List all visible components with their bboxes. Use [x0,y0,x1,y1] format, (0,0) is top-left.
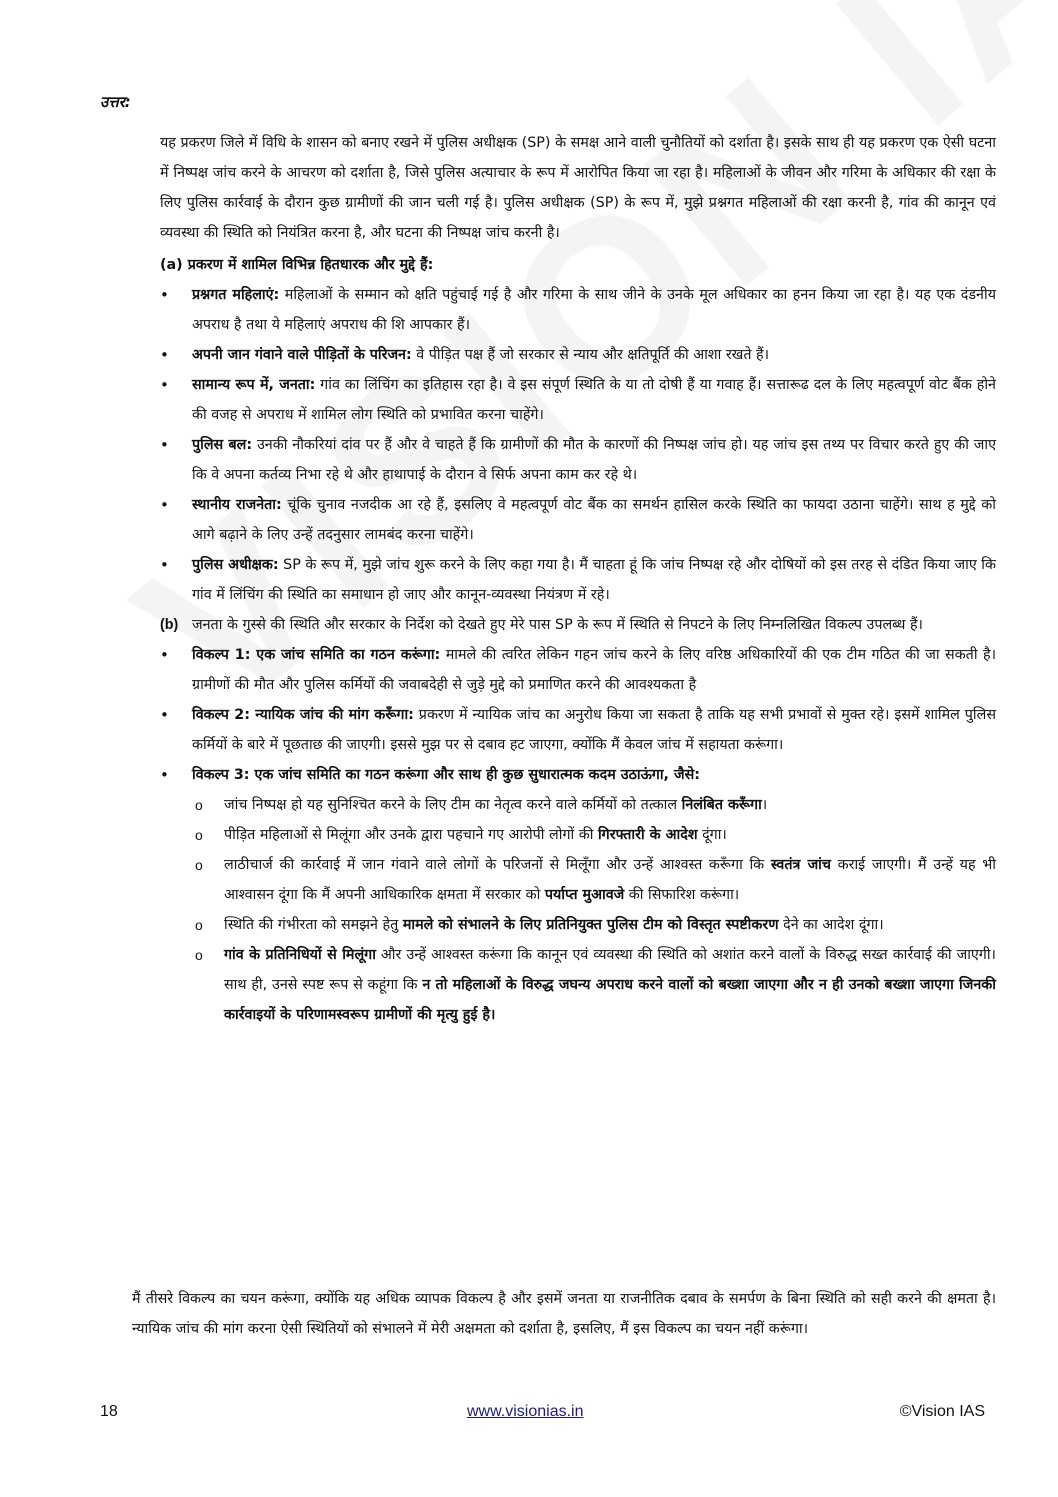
sub-step: o पीड़ित महिलाओं से मिलूंगा और उनके द्वारा पहचाने गए आरोपी लोगों की गिरफ्तारी के आदेश दूंगा। [192,820,996,850]
section-b-intro: (b) जनता के गुस्से की स्थिति और सरकार के निर्देश को देखते हुए मेरे पास SP के रूप में स्थिति से निपटने के लिए निम्नलिखित विकल्प उपलब्ध हैं। [160,610,996,640]
website-link[interactable]: www.visionias.in [467,1403,584,1420]
list-item: • अपनी जान गंवाने वाले पीड़ितों के परिजन: वे पीड़ित पक्ष हैं जो सरकार से न्याय और क्षतिपूर्ति की आशा रखते हैं। [160,340,996,370]
list-item: • पुलिस बल: उनकी नौकरियां दांव पर हैं और वे चाहते हैं कि ग्रामीणों की मौत के कारणों की निष्पक्ष जांच हो। यह जांच इस तथ्य पर विचार करते हुए की जाए कि वे अपना कर्तव्य निभा रहे थे और हाथापाई के दौरान वे सिर्फ अपना काम कर रहे थे। [160,430,996,490]
sub-step: o गांव के प्रतिनिधियों से मिलूंगा और उन्हें आश्वस्त करूंगा कि कानून एवं व्यवस्था की स्थिति को अशांत करने वालों के विरुद्ध सख्त कार्रवाई की जाएगी। साथ ही, उनसे स्पष्ट रूप से कहूंगा कि न तो महिलाओं के विरुद्ध जघन्य अपराध करने वालों को बख्शा जाएगा और न ही उनको बख्शा जाएगा जिनकी कार्रवाइयों के परिणामस्वरूप ग्रामीणों की मृत्यु हुई है। [192,940,996,1030]
sub-step: o लाठीचार्ज की कार्रवाई में जान गंवाने वाले लोगों के परिजनों से मिलूँगा और उन्हें आश्वस्त करूँगा कि स्वतंत्र जांच कराई जाएगी। मैं उन्हें यह भी आश्वासन दूंगा कि मैं अपनी आधिकारिक क्षमता में सरकार को पर्याप्त मुआवजे की सिफारिश करूंगा। [192,850,996,910]
list-item: • प्रश्नगत महिलाएं: महिलाओं के सम्मान को क्षति पहुंचाई गई है और गरिमा के साथ जीने के उनके मूल अधिकार का हनन किया जा रहा है। यह एक दंडनीय अपराध है तथा ये महिलाएं अपराध की शि आपकार हैं। [160,280,996,340]
stakeholder-list [160,280,996,610]
answer-heading: उत्तर: [100,93,131,111]
option-item: • विकल्प 2: न्यायिक जांच की मांग करूँगा: प्रकरण में न्यायिक जांच का अनुरोध किया जा सकता है ताकि यह सभी प्रभावों से मुक्त रहे। इसमें शामिल पुलिस कर्मियों के बारे में पूछताछ की जाएगी। इससे मुझ पर से दबाव हट जाएगा, क्योंकि मैं केवल जांच में सहायता करूंगा। [160,700,996,760]
list-item: • स्थानीय राजनेता: चूंकि चुनाव नजदीक आ रहे हैं, इसलिए वे महत्वपूर्ण वोट बैंक का समर्थन हासिल करके स्थिति का फायदा उठाना चाहेंगे। साथ ह मुद्दे को आगे बढ़ाने के लिए उन्हें तदनुसार लामबंद करना चाहेंगे। [160,490,996,550]
section-a-title: (a) प्रकरण में शामिल विभिन्न हितधारक और मुद्दे हैं: [160,257,434,273]
list-item: • सामान्य रूप में, जनता: गांव का लिंचिंग का इतिहास रहा है। वे इस संपूर्ण स्थिति के या तो दोषी हैं या गवाह हैं। सत्तारूढ दल के लिए महत्वपूर्ण वोट बैंक होने की वजह से अपराध में शामिल लोग स्थिति को प्रभावित करना चाहेंगे। [160,370,996,430]
copyright-text: ©Vision IAS [899,1403,985,1420]
page-footer [0,1403,1058,1427]
conclusion-paragraph: मैं तीसरे विकल्प का चयन करूंगा, क्योंकि यह अधिक व्यापक विकल्प है और इसमें जनता या राजनीतिक दबाव के समर्पण के बिना स्थिति को सही करने की क्षमता है। न्यायिक जांच की मांग करना ऐसी स्थितियों को संभालने में मेरी अक्षमता को दर्शाता है, इसलिए, मैं इस विकल्प का चयन नहीं करूंगा। [132,1291,996,1337]
option-item: • विकल्प 3: एक जांच समिति का गठन करूंगा और साथ ही कुछ सुधारात्मक कदम उठाऊंगा, जैसे: o जांच निष्पक्ष हो यह सुनिश्चित करने के लिए टीम का नेतृत्व करने वाले कर्मियों को तत्काल निलंबित करूँगा। o पीड़ित महिलाओं से मिलूंगा और उनके द्वारा पहचाने गए आरोपी लोगों की गिरफ्तारी के आदेश दूंगा। o लाठीचार्ज की कार्रवाई में जान गंवाने वाले लोगों के परिजनों से मिलूँगा और उन्हें आश्वस्त करूँगा कि स्वतंत्र जांच कराई जाएगी। मैं उन्हें यह भी आश्वासन दूंगा कि मैं अपनी आधिकारिक क्षमता में सरकार को पर्याप्त मुआवजे की सिफारिश करूंगा। o स्थिति की गंभीरता को समझने हेतु मामले को संभालने के लिए प्रतिनियुक्त पुलिस टीम को विस्तृत स्पष्टीकरण देने का आदेश दूंगा। o गांव के प्रतिनिधियों से मिलूंगा और उन्हें आश्वस्त करूंगा कि कानून एवं व्यवस्था की स्थिति को अशांत करने वालों के विरुद्ध सख्त कार्रवाई की जाएगी। साथ ही, उनसे स्पष्ट रूप से कहूंगा कि न तो महिलाओं के विरुद्ध जघन्य अपराध करने वालों को बख्शा जाएगा और न ही उनको बख्शा जाएगा जिनकी कार्रवाइयों के परिणामस्वरूप ग्रामीणों की मृत्यु हुई है। [160,760,996,1030]
sub-step: o जांच निष्पक्ष हो यह सुनिश्चित करने के लिए टीम का नेतृत्व करने वाले कर्मियों को तत्काल निलंबित करूँगा। [192,790,996,820]
sub-step-list [192,790,996,1030]
intro-paragraph: यह प्रकरण जिले में विधि के शासन को बनाए रखने में पुलिस अधीक्षक (SP) के समक्ष आने वाली चुनौतियों को दर्शाता है। इसके साथ ही यह प्रकरण एक ऐसी घटना में निष्पक्ष जांच करने के आचरण को दर्शाता है, जिसे पुलिस अत्याचार के रूप में आरोपित किया जा रहा है। महिलाओं के जीवन और गरिमा के अधिकार की रक्षा के लिए पुलिस कार्रवाई के दौरान कुछ ग्रामीणों की जान चली गई है। पुलिस अधीक्षक (SP) के रूप में, मुझे प्रश्नगत महिलाओं की रक्षा करनी है, गांव की कानून एवं व्यवस्था की स्थिति को नियंत्रित करना है, और घटना की निष्पक्ष जांच करनी है। [160,135,996,241]
answer-body [160,128,996,1030]
option-item: • विकल्प 1: एक जांच समिति का गठन करूंगा: मामले की त्वरित लेकिन गहन जांच करने के लिए वरिष्ठ अधिकारियों की एक टीम गठित की जा सकती है। ग्रामीणों की मौत और पुलिस कर्मियों की जवाबदेही से जुड़े मुद्दे को प्रमाणित करने की आवश्यकता है [160,640,996,700]
page-number: 18 [100,1403,118,1420]
section-b-marker: (b) [160,617,179,633]
sub-step: o स्थिति की गंभीरता को समझने हेतु मामले को संभालने के लिए प्रतिनियुक्त पुलिस टीम को विस्तृत स्पष्टीकरण देने का आदेश दूंगा। [192,910,996,940]
options-list [160,640,996,1030]
list-item: • पुलिस अधीक्षक: SP के रूप में, मुझे जांच शुरू करने के लिए कहा गया है। मैं चाहता हूं कि जांच निष्पक्ष रहे और दोषियों को इस तरह से दंडित किया जाए कि गांव में लिंचिंग की स्थिति का समाधान हो जाए और कानून-व्यवस्था नियंत्रण में रहे। [160,550,996,610]
